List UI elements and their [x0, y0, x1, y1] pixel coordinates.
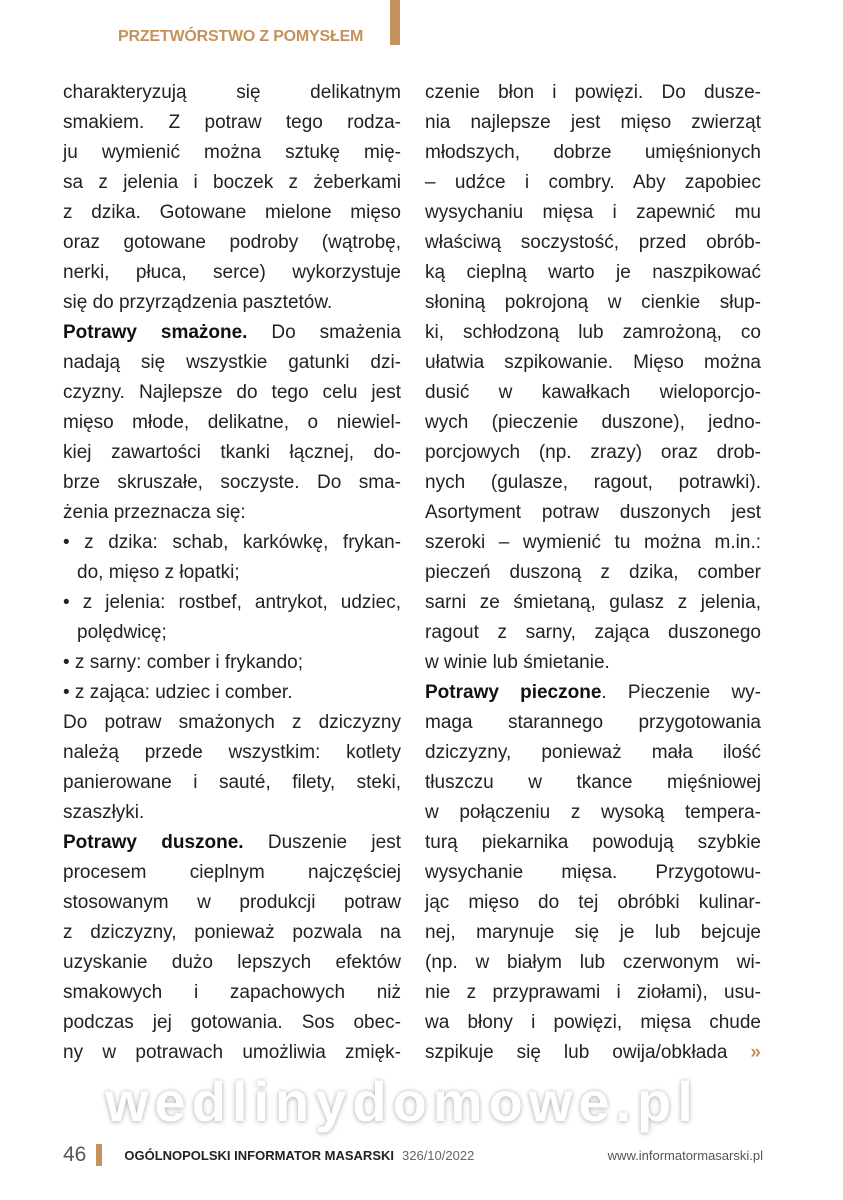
text-line	[63, 618, 401, 648]
line-content	[425, 648, 761, 678]
line-text: czenie błon i powięzi. Do dusze-	[425, 82, 761, 103]
line-text: wych (pieczenie duszone), jedno-	[425, 412, 761, 433]
line-content	[63, 138, 401, 168]
text-line	[63, 738, 401, 768]
line-content	[425, 1008, 761, 1038]
text-line	[63, 858, 401, 888]
line-text: smakiem. Z potraw tego rodza-	[63, 112, 401, 133]
bullet-line	[63, 528, 401, 558]
line-content	[77, 558, 401, 588]
line-text: (np. w białym lub czerwonym wi-	[425, 952, 761, 973]
line-content	[425, 408, 761, 438]
text-line	[63, 258, 401, 288]
text-line	[63, 498, 401, 528]
page-number: 46	[63, 1143, 87, 1166]
text-line	[63, 138, 401, 168]
line-text: Duszenie jest	[243, 832, 401, 853]
text-line	[425, 108, 761, 138]
line-content	[425, 198, 761, 228]
line-text: smakowych i zapachowych niż	[63, 982, 401, 1003]
line-content	[63, 798, 401, 828]
line-text: procesem cieplnym najczęściej	[63, 862, 401, 883]
line-content	[425, 798, 761, 828]
text-line	[425, 168, 761, 198]
text-line	[63, 558, 401, 588]
text-line	[425, 528, 761, 558]
line-text: stosowanym w produkcji potraw	[63, 892, 401, 913]
text-line	[63, 108, 401, 138]
line-text: ułatwia szpikowanie. Mięso można	[425, 352, 761, 373]
line-content	[425, 228, 761, 258]
text-line	[425, 258, 761, 288]
issue-number: 326/10/2022	[402, 1147, 475, 1163]
line-text: Do potraw smażonych z dziczyzny	[63, 712, 401, 733]
line-text: nej, marynuje się je lub bejcuje	[425, 922, 761, 943]
footer-accent-bar	[96, 1144, 102, 1166]
line-text: się do przyrządzenia pasztetów.	[63, 292, 333, 313]
right-column	[425, 78, 761, 1068]
line-content	[63, 288, 401, 318]
text-line	[425, 738, 761, 768]
text-line	[425, 648, 761, 678]
line-content	[425, 708, 761, 738]
line-content	[425, 858, 761, 888]
section-heading: Potrawy smażone.	[63, 322, 248, 343]
line-content	[425, 948, 761, 978]
line-content	[425, 78, 761, 108]
text-line	[425, 678, 761, 708]
line-text: • z zająca: udziec i comber.	[63, 682, 293, 703]
line-content	[425, 738, 761, 768]
line-content	[425, 258, 761, 288]
section-heading: Potrawy duszone.	[63, 832, 244, 853]
text-line	[63, 1008, 401, 1038]
line-content	[425, 588, 761, 618]
magazine-title: OGÓLNOPOLSKI INFORMATOR MASARSKI	[124, 1147, 394, 1163]
line-content	[63, 918, 401, 948]
line-text: sarni ze śmietaną, gulasz z jelenia,	[425, 592, 761, 613]
watermark: wedlinydomowe.pl	[105, 1070, 699, 1133]
line-content	[63, 648, 401, 678]
line-text: nie z przyprawami i ziołami), usu-	[425, 982, 761, 1003]
section-heading: Potrawy pieczone	[425, 682, 602, 703]
line-content	[63, 858, 401, 888]
text-line	[425, 348, 761, 378]
left-column	[63, 78, 401, 1068]
line-text: ki, schłodzoną lub zamrożoną, co	[425, 322, 761, 343]
line-content	[425, 618, 761, 648]
text-line	[425, 858, 761, 888]
line-content	[425, 498, 761, 528]
text-line	[425, 1008, 761, 1038]
line-content	[425, 1038, 761, 1068]
line-content	[425, 108, 761, 138]
line-text: polędwicę;	[77, 622, 167, 643]
text-line	[63, 708, 401, 738]
line-text: uzyskanie dużo lepszych efektów	[63, 952, 401, 973]
text-line	[425, 198, 761, 228]
bullet-line	[63, 588, 401, 618]
line-content	[425, 828, 761, 858]
text-line	[63, 918, 401, 948]
line-text: jąc mięso do tej obróbki kulinar-	[425, 892, 761, 913]
text-line	[425, 1038, 761, 1068]
text-line	[425, 948, 761, 978]
line-text: oraz gotowane podroby (wątrobę,	[63, 232, 401, 253]
text-line	[63, 78, 401, 108]
line-text: pieczeń duszoną z dzika, comber	[425, 562, 761, 583]
text-line	[63, 1038, 401, 1068]
text-line	[425, 468, 761, 498]
line-content	[77, 618, 401, 648]
line-content	[63, 588, 401, 618]
text-line	[63, 888, 401, 918]
line-text: – udźce i combry. Aby zapobiec	[425, 172, 761, 193]
line-text: ju wymienić można sztukę mię-	[63, 142, 401, 163]
text-line	[425, 768, 761, 798]
line-text: tłuszczu w tkance mięśniowej	[425, 772, 761, 793]
header-accent-bar	[390, 0, 400, 45]
line-content	[425, 528, 761, 558]
text-line	[425, 138, 761, 168]
line-content	[63, 378, 401, 408]
line-content	[425, 378, 761, 408]
line-content	[63, 1038, 401, 1068]
line-text: dusić w kawałkach wieloporcjo-	[425, 382, 761, 403]
line-text: • z jelenia: rostbef, antrykot, udziec,	[63, 592, 401, 613]
line-content	[63, 108, 401, 138]
line-text: z dzika. Gotowane mielone mięso	[63, 202, 401, 223]
line-text: szeroki – wymienić tu można m.in.:	[425, 532, 761, 553]
text-line	[63, 198, 401, 228]
line-content	[425, 438, 761, 468]
line-text: turą piekarnika powodują szybkie	[425, 832, 761, 853]
line-content	[425, 168, 761, 198]
line-text: nia najlepsze jest mięso zwierząt	[425, 112, 761, 133]
line-content	[425, 678, 761, 708]
text-line	[63, 978, 401, 1008]
line-content	[425, 288, 761, 318]
line-content	[63, 828, 401, 858]
text-line	[425, 708, 761, 738]
line-content	[63, 258, 401, 288]
line-text: kiej zawartości tkanki łącznej, do-	[63, 442, 401, 463]
line-text: Asortyment potraw duszonych jest	[425, 502, 761, 523]
line-text: nerki, płuca, serce) wykorzystuje	[63, 262, 401, 283]
line-text: wa błony i powięzi, mięsa chude	[425, 1012, 761, 1033]
line-text: ny w potrawach umożliwia zmięk-	[63, 1042, 401, 1063]
line-text: charakteryzują się delikatnym	[63, 82, 401, 103]
line-text: wysychaniu mięsa i zapewnić mu	[425, 202, 761, 223]
line-content	[63, 768, 401, 798]
text-line	[63, 318, 401, 348]
text-line	[425, 888, 761, 918]
line-text: dziczyzny, ponieważ mała ilość	[425, 742, 761, 763]
text-line	[425, 498, 761, 528]
text-line	[63, 438, 401, 468]
text-line	[425, 588, 761, 618]
text-line	[425, 438, 761, 468]
website-url[interactable]: www.informatormasarski.pl	[607, 1147, 763, 1163]
line-content	[425, 978, 761, 1008]
text-line	[425, 558, 761, 588]
text-line	[425, 618, 761, 648]
line-content	[63, 498, 401, 528]
line-text: do, mięso z łopatki;	[77, 562, 240, 583]
line-content	[425, 348, 761, 378]
line-content	[63, 888, 401, 918]
line-text: • z sarny: comber i frykando;	[63, 652, 304, 673]
line-content	[425, 558, 761, 588]
line-content	[425, 768, 761, 798]
text-line	[425, 978, 761, 1008]
line-text: wysychanie mięsa. Przygotowu-	[425, 862, 761, 883]
line-text: żenia przeznacza się:	[63, 502, 246, 523]
line-text: mięso młode, delikatne, o niewiel-	[63, 412, 401, 433]
line-content	[63, 348, 401, 378]
text-line	[63, 348, 401, 378]
text-line	[63, 378, 401, 408]
line-text: czyzny. Najlepsze do tego celu jest	[63, 382, 401, 403]
text-line	[63, 828, 401, 858]
line-content	[63, 708, 401, 738]
line-content	[425, 468, 761, 498]
text-line	[63, 168, 401, 198]
line-text: . Pieczenie wy-	[601, 682, 761, 703]
page-footer	[63, 1142, 763, 1168]
line-text: Do smażenia	[247, 322, 401, 343]
line-content	[63, 948, 401, 978]
line-text: panierowane i sauté, filety, steki,	[63, 772, 401, 793]
text-line	[63, 948, 401, 978]
line-text: słoniną pokrojoną w cienkie słup-	[425, 292, 761, 313]
line-content	[63, 1008, 401, 1038]
line-content	[63, 408, 401, 438]
text-line	[425, 408, 761, 438]
line-content	[63, 978, 401, 1008]
line-content	[425, 918, 761, 948]
line-content	[425, 888, 761, 918]
continue-arrow-icon: »	[750, 1042, 761, 1063]
line-text: podczas jej gotowania. Sos obec-	[63, 1012, 401, 1033]
line-text: właściwą soczystość, przed obrób-	[425, 232, 761, 253]
line-text: nych (gulasze, ragout, potrawki).	[425, 472, 761, 493]
line-text: maga starannego przygotowania	[425, 712, 761, 733]
text-line	[63, 288, 401, 318]
text-line	[63, 468, 401, 498]
line-text: nadają się wszystkie gatunki dzi-	[63, 352, 401, 373]
bullet-line	[63, 648, 401, 678]
text-line	[63, 408, 401, 438]
line-content	[63, 678, 401, 708]
line-text: w połączeniu z wysoką tempera-	[425, 802, 761, 823]
line-content	[63, 318, 401, 348]
text-line	[63, 798, 401, 828]
line-text: brze skruszałe, soczyste. Do sma-	[63, 472, 401, 493]
text-line	[63, 768, 401, 798]
line-content	[63, 228, 401, 258]
line-text: szpikuje się lub owija/obkłada	[425, 1042, 728, 1063]
line-text: ragout z sarny, zająca duszonego	[425, 622, 761, 643]
line-content	[63, 738, 401, 768]
line-text: należą przede wszystkim: kotlety	[63, 742, 401, 763]
line-content	[63, 528, 401, 558]
line-text: szaszłyki.	[63, 802, 145, 823]
line-content	[63, 78, 401, 108]
text-line	[425, 378, 761, 408]
line-text: młodszych, dobrze umięśnionych	[425, 142, 761, 163]
text-line	[425, 918, 761, 948]
text-line	[63, 228, 401, 258]
line-text: sa z jelenia i boczek z żeberkami	[63, 172, 401, 193]
text-line	[425, 228, 761, 258]
line-content	[425, 318, 761, 348]
line-content	[425, 138, 761, 168]
line-text: porcjowych (np. zrazy) oraz drob-	[425, 442, 761, 463]
text-line	[425, 288, 761, 318]
line-content	[63, 438, 401, 468]
text-line	[425, 318, 761, 348]
section-header: PRZETWÓRSTWO Z POMYSŁEM	[118, 28, 364, 45]
line-text: ką cieplną warto je naszpikować	[425, 262, 761, 283]
line-content	[63, 198, 401, 228]
line-text: z dziczyzny, ponieważ pozwala na	[63, 922, 401, 943]
text-line	[425, 78, 761, 108]
text-line	[425, 828, 761, 858]
text-line	[425, 798, 761, 828]
line-content	[63, 168, 401, 198]
line-content	[63, 468, 401, 498]
line-text: • z dzika: schab, karkówkę, frykan-	[63, 532, 401, 553]
bullet-line	[63, 678, 401, 708]
line-text: w winie lub śmietanie.	[425, 652, 610, 673]
